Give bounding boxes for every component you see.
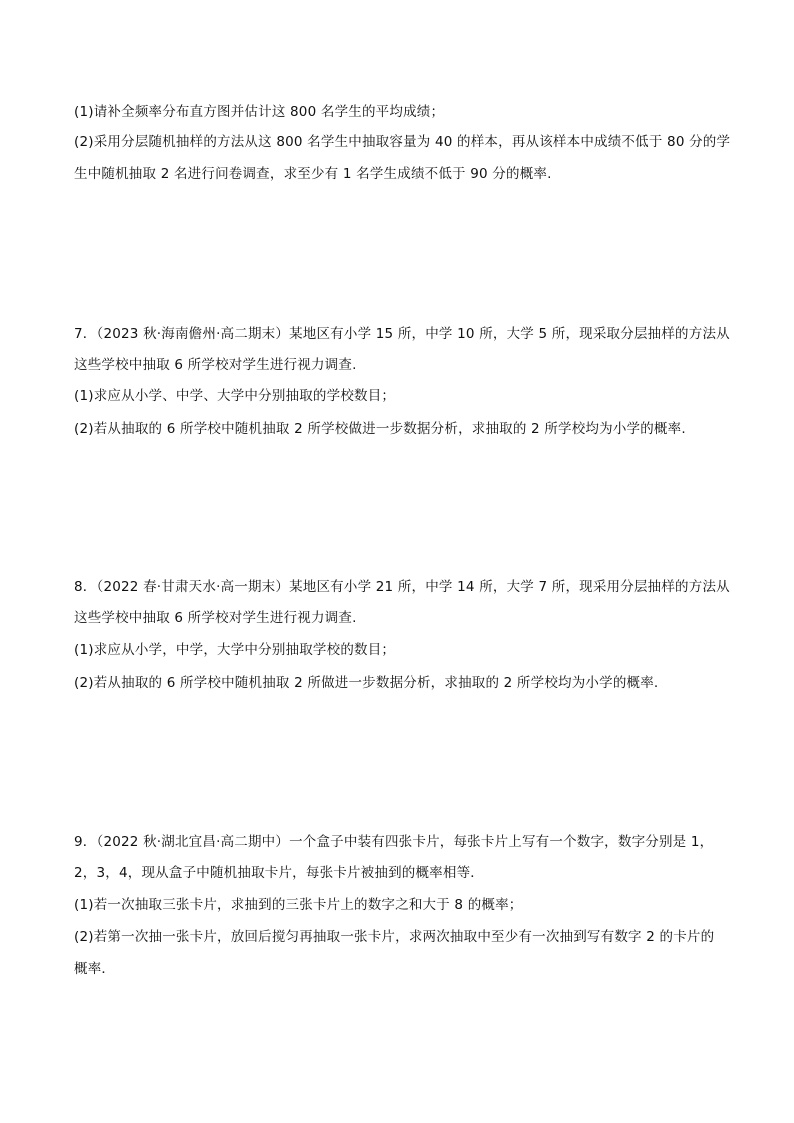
problem-8-stem-line-1: 8．（2022 春·甘肃天水·高一期末）某地区有小学 21 所，中学 14 所，大学 7 所，现采用分层抽样的方法从 (74, 579, 730, 595)
problem-6-part-2-line-1: (2)采用分层随机抽样的方法从这 800 名学生中抽取容量为 40 的样本，再从该样本中成绩不低于 80 分的学 (74, 134, 731, 150)
problem-7-part-1: (1)求应从小学、中学、大学中分别抽取的学校数目； (74, 388, 396, 404)
problem-9-stem-line-1: 9．（2022 秋·湖北宜昌·高二期中）一个盒子中装有四张卡片，每张卡片上写有一个数字，数字分别是 1， (74, 834, 714, 850)
problem-6-part-1: (1)请补全频率分布直方图并估计这 800 名学生的平均成绩； (74, 104, 445, 120)
problem-8-stem-line-2: 这些学校中抽取 6 所学校对学生进行视力调查. (74, 610, 357, 626)
problem-7-stem-line-1: 7．（2023 秋·海南儋州·高二期末）某地区有小学 15 所，中学 10 所，大学 5 所，现采取分层抽样的方法从 (74, 326, 730, 342)
problem-9-part-2-line-1: (2)若第一次抽一张卡片，放回后搅匀再抽取一张卡片，求两次抽取中至少有一次抽到写有数字 2 的卡片的 (74, 929, 715, 945)
problem-7-part-2: (2)若从抽取的 6 所学校中随机抽取 2 所学校做进一步数据分析，求抽取的 2 所学校均为小学的概率. (74, 421, 686, 437)
problem-9-stem-line-2: 2，3，4，现从盒子中随机抽取卡片，每张卡片被抽到的概率相等． (74, 865, 484, 881)
problem-8-part-1: (1)求应从小学，中学，大学中分别抽取学校的数目； (74, 642, 396, 658)
problem-9-part-2-line-2: 概率． (74, 961, 116, 977)
problem-6-part-2-line-2: 生中随机抽取 2 名进行问卷调查，求至少有 1 名学生成绩不低于 90 分的概率. (74, 166, 552, 182)
problem-7-stem-line-2: 这些学校中抽取 6 所学校对学生进行视力调查. (74, 357, 357, 373)
problem-8-part-2: (2)若从抽取的 6 所学校中随机抽取 2 所做进一步数据分析，求抽取的 2 所学校均为小学的概率. (74, 675, 659, 691)
problem-9-part-1: (1)若一次抽取三张卡片，求抽到的三张卡片上的数字之和大于 8 的概率； (74, 897, 523, 913)
